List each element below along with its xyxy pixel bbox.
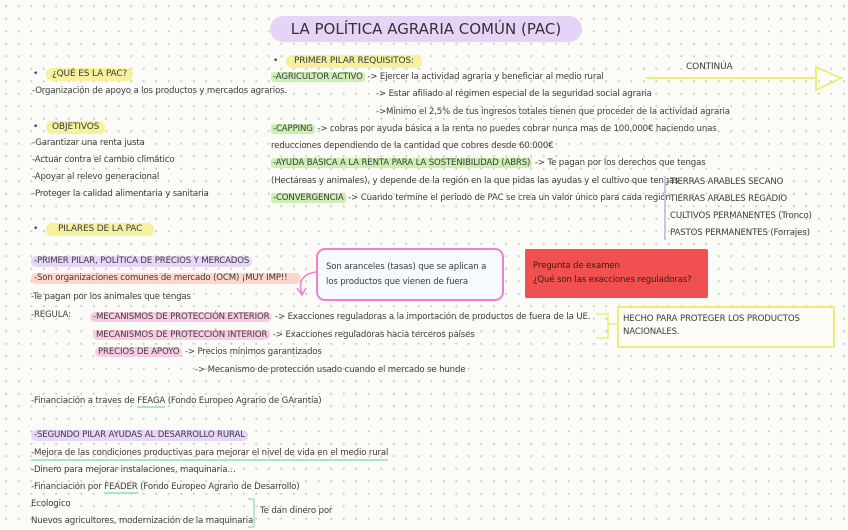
precios-text: -> Precios mínimos garantizados (184, 347, 322, 357)
mec-ext-row (90, 312, 590, 323)
objetivos-heading-text: OBJETIVOS (52, 122, 100, 132)
page-title (270, 16, 582, 42)
capping-label: -CAPPING (273, 124, 313, 134)
mec-int-text: -> Exacciones reguladoras hacia terceros países (272, 330, 475, 340)
agricultor-line: -> Estar afiliado al régimen especial de la seguridad social agraria (376, 89, 652, 99)
objetivo-item: -Actuar contra el cambio climático (32, 155, 175, 165)
objetivos-heading (46, 121, 105, 134)
hecho-note-text: HECHO PARA PROTEGER LOS PRODUCTOS NACIONALES. (623, 314, 800, 337)
capping-text-2: reducciones dependiendo de la cantidad que cobres desde 60.000€ (271, 141, 554, 151)
pilares-heading (46, 223, 154, 236)
primer-pilar-line: -Son organizaciones comunes de mercado (OCM) ¡MUY IMP!! (31, 273, 301, 284)
tierras-item: TIERRAS ARABLES SECANO (670, 177, 784, 187)
capping-row (271, 124, 717, 135)
precios-text-2: -> Mecanismo de protección usado cuando el mercado se hunde (195, 365, 466, 375)
hecho-note (617, 306, 835, 348)
segundo-pilar-line: -Dinero para mejorar instalaciones, maquinaria… (31, 465, 236, 475)
aranceles-note-text: Son aranceles (tasas) que se aplican a los productos que vienen de fuera (326, 262, 487, 287)
mec-int-label: MECANISMOS DE PROTECCIÓN INTERIOR (93, 330, 270, 340)
segundo-pilar-line: -Mejora de las condiciones productivas para mejorar el nivel de vida en el medio rural (31, 448, 388, 461)
feader-row (31, 482, 300, 493)
feader-acronym: FEADER (104, 482, 138, 492)
capping-text: -> cobras por ayuda básica a la renta no puedes cobrar nunca mas de 100.000€ haciendo unas (317, 124, 717, 134)
convergencia-label: -CONVERGENCIA (273, 193, 344, 203)
examen-box (525, 249, 708, 298)
tierras-bracket (664, 176, 669, 240)
te-dan-bracket (246, 497, 260, 529)
segundo-pilar-line: Nuevos agricultores, modernización de la maquinaria (31, 516, 254, 526)
primer-pilar-line: -Te pagan por los animales que tengas (31, 292, 191, 302)
agricultor-row (271, 72, 604, 83)
precios-row (95, 347, 322, 358)
continua-arrow-icon (646, 64, 846, 94)
abrs-row (271, 158, 706, 169)
abrs-text-2: (Hectáreas y animales), y depende de la región en la que pidas las ayudas y el cultivo que tengas (271, 176, 679, 186)
agricultor-line: ->Mínimo el 2,5% de tus ingresos totales tienen que proceder de la actividad agraria (376, 107, 730, 117)
continua-label: CONTINÚA (686, 62, 733, 72)
mec-ext-text: -> Exacciones reguladoras a la importación de productos de fuera de la UE. (275, 312, 591, 322)
que-es-heading-text: ¿QUÉ ES LA PAC? (52, 69, 128, 79)
primer-req-heading (286, 55, 422, 68)
feaga-desc: (Fondo Europeo Agrario de GArantía) (167, 396, 322, 406)
tierras-item: TIERRAS ARABLES REGADIO (670, 194, 787, 204)
convergencia-row (271, 193, 671, 204)
curved-arrow-icon (292, 268, 322, 302)
que-es-text: -Organización de apoyo a los productos y mercados agrarios. (32, 86, 288, 96)
tierras-item: CULTIVOS PERMANENTES (Tronco) (670, 211, 812, 221)
aranceles-note (316, 248, 504, 301)
regula-label: -REGULA: (31, 310, 71, 320)
te-dan-label: Te dan dinero por (260, 506, 333, 516)
feaga-prefix: -Financiación a traves de (31, 396, 135, 406)
objetivo-item: -Proteger la calidad alimentaria y sanitaria (32, 189, 209, 199)
mec-int-row (93, 330, 475, 341)
objetivo-item: -Garantizar una renta justa (32, 138, 145, 148)
mec-ext-label: -MECANISMOS DE PROTECCIÓN EXTERIOR (90, 312, 272, 322)
precios-label: PRECIOS DE APOYO (95, 347, 182, 357)
examen-line: Pregunta de examen (533, 261, 620, 271)
primer-pilar-heading: -PRIMER PILAR, POLÍTICA DE PRECIOS Y MERCADOS (31, 256, 252, 267)
page-title-text: LA POLÍTICA AGRARIA COMÚN (PAC) (290, 20, 562, 38)
examen-line: ¿Qué son las exacciones reguladoras? (533, 275, 692, 285)
que-es-heading (46, 68, 133, 81)
feader-desc: (Fondo Europeo Agrario de Desarrollo) (140, 482, 300, 492)
abrs-text: -> Te pagan por los derechos que tengas (534, 158, 706, 168)
convergencia-text: -> Cuando termine el periodo de PAC se crea un valor único para cada región (348, 193, 671, 203)
primer-req-heading-text: PRIMER PILAR REQUISITOS: (294, 56, 414, 66)
agricultor-label: -AGRICULTOR ACTIVO (273, 72, 363, 82)
feader-prefix: -Financiación por (31, 482, 102, 492)
segundo-pilar-heading: -SEGUNDO PILAR AYUDAS AL DESARROLLO RURAL (31, 430, 248, 441)
objetivo-item: -Apoyar al relevo generacional (32, 172, 160, 182)
agricultor-text: -> Ejercer la actividad agraria y beneficiar al medio rural (367, 72, 604, 82)
pilares-heading-text: PILARES DE LA PAC (58, 224, 143, 234)
abrs-label: -AYUDA BÁSICA A LA RENTA PARA LA SOSTENIBILIDAD (ABRS) (273, 158, 531, 168)
feaga-acronym: FEAGA (137, 396, 166, 406)
tierras-item: PASTOS PERMANENTES (Forrajes) (670, 228, 810, 238)
feaga-row (31, 396, 322, 407)
segundo-pilar-line: Ecologico (31, 499, 71, 509)
